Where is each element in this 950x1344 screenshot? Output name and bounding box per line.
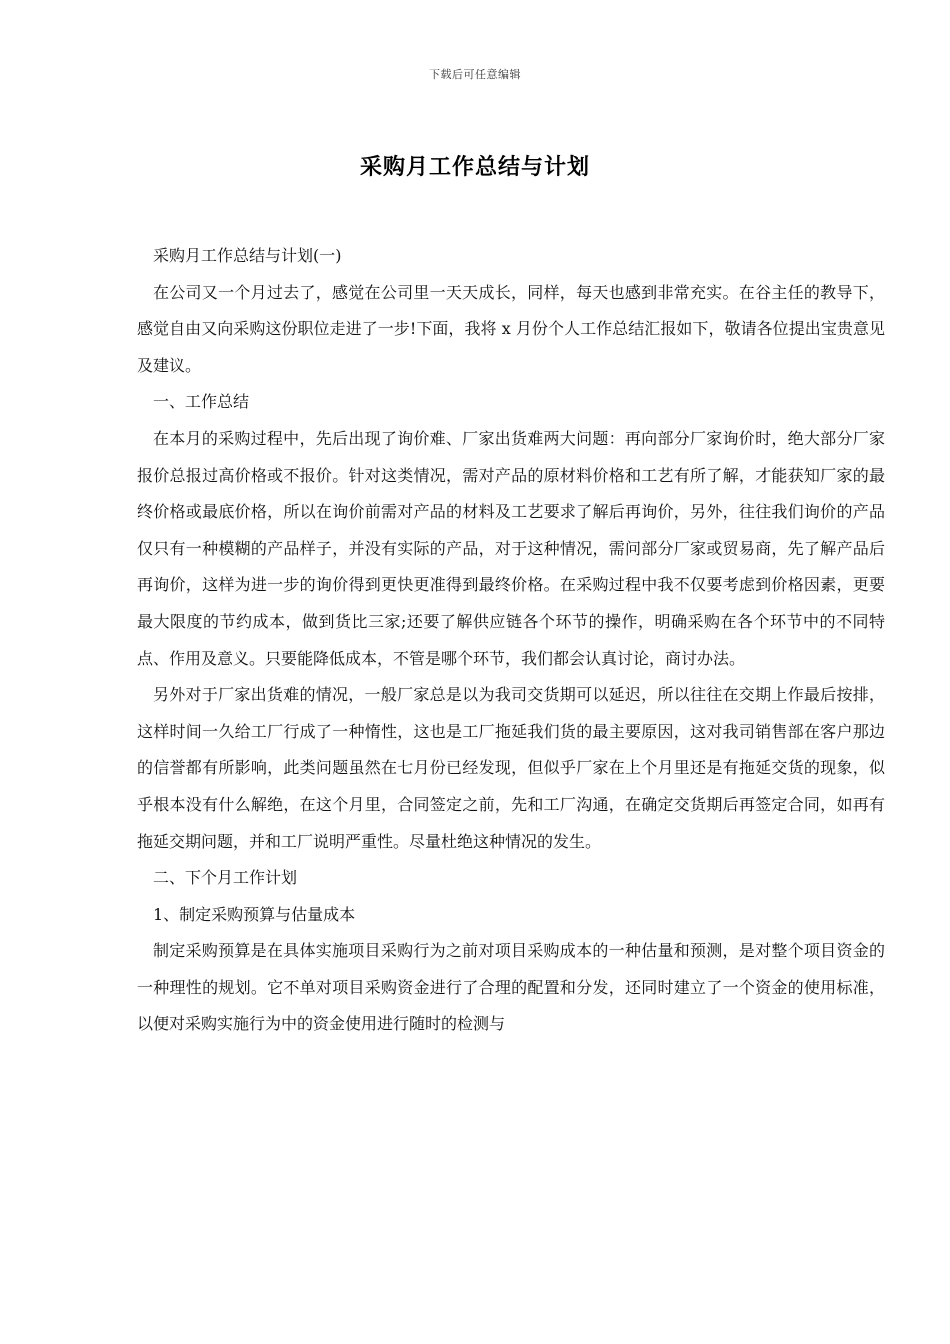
paragraph-summary-inquiry: 在本月的采购过程中，先后出现了询价难、厂家出货难两大问题：再向部分厂家询价时，绝大部分厂家报价总报过高价格或不报价。针对这类情况，需对产品的原材料价格和工艺有所了解，才能获知厂家的最终价格或最底价格，所以在询价前需对产品的材料及工艺要求了解后再询价，另外，往往我们询价的产品仅只有一种模糊的产品样子，并没有实际的产品，对于这种情况，需问部分厂家或贸易商，先了解产品后再询价，这样为进一步的询价得到更快更准得到最终价格。在采购过程中我不仅要考虑到价格因素，更要最大限度的节约成本，做到货比三家;还要了解供应链各个环节的操作，明确采购在各个环节中的不同特点、作用及意义。只要能降低成本，不管是哪个环节，我们都会认真讨论，商讨办法。 [137,428,885,668]
document-title: 采购月工作总结与计划 [359,155,590,180]
paragraph-budget: 制定采购预算是在具体实施项目采购行为之前对项目采购成本的一种估量和预测，是对整个项目资金的一种理性的规划。它不单对项目采购资金进行了合理的配置和分发，还同时建立了一个资金的使用标准，以便对采购实施行为中的资金使用进行随时的检测与 [137,941,885,1034]
paragraph-intro: 在公司又一个月过去了，感觉在公司里一天天成长，同样，每天也感到非常充实。在谷主任的教导下，感觉自由又向采购这份职位走进了一步!下面，我将 x 月份个人工作总结汇报如下，敬请各位提出宝贵意见及建议。 [137,282,885,375]
section-heading-part-one: 采购月工作总结与计划(一) [153,246,342,265]
subheading-budget: 1、制定采购预算与估量成本 [153,904,356,924]
paragraph-summary-delivery: 另外对于厂家出货难的情况，一般厂家总是以为我司交货期可以延迟，所以往往在交期上作最后按排，这样时间一久给工厂行成了一种惰性，这也是工厂拖延我们货的最主要原因，这对我司销售部在客户那边的信誉都有所影响，此类问题虽然在七月份已经发现，但似乎厂家在上个月里还是有拖延交货的现象，似乎根本没有什么解绝，在这个月里，合同签定之前，先和工厂沟通，在确定交货期后再签定合同，如再有拖延交期问题，并和工厂说明严重性。尽量杜绝这种情况的发生。 [137,685,885,851]
section-heading-next-month-plan: 二、下个月工作计划 [153,868,298,888]
document-body [137,238,885,1043]
section-heading-work-summary: 一、工作总结 [153,392,250,412]
header-note: 下载后可任意编辑 [429,68,521,81]
